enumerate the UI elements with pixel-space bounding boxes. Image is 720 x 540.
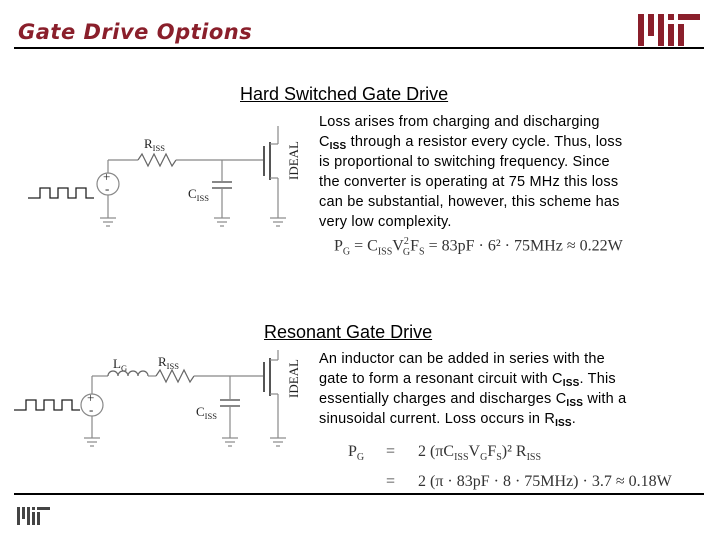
c-iss-label: $C_{ISS}$ <box>188 186 209 203</box>
source-minus-label: - <box>89 402 94 417</box>
resistor-icon <box>156 370 194 382</box>
resonant-line-2: gate to form a resonant circuit with $C_{ISS}$. This <box>319 371 616 389</box>
page-title: Gate Drive Options <box>18 20 253 44</box>
resonant-circuit <box>12 350 312 462</box>
fet-ideal-label: IDEAL <box>286 141 301 180</box>
resonant-equation-row-1: $P_G = 2$ $(\pi C_{ISS}V_GF_S)^2$ $R_{ISS}$ <box>348 443 542 464</box>
hard-line-3: is proportional to switching frequency. Since <box>319 154 610 170</box>
resonant-line-4: sinusoidal current. Loss occurs in $R_{ISS}$. <box>319 411 577 429</box>
hard-line-2: $C_{ISS}$ through a resistor every cycle. Thus, loss <box>319 134 623 152</box>
fet-ideal-label: IDEAL <box>286 359 301 398</box>
inductor-icon <box>108 371 148 376</box>
resonant-equation <box>348 440 672 494</box>
l-g-label: $L_G$ <box>113 356 128 373</box>
square-wave-icon <box>28 188 94 198</box>
r-iss-label: $R_{ISS}$ <box>144 136 165 153</box>
resonant-title: Resonant Gate Drive <box>264 322 433 342</box>
hard-switched-equation: $P_G = C_{ISS}V^2_GF_S = 83pF \cdot 6^2 \cdot 75MHz \approx 0.22W$ <box>334 236 623 258</box>
c-iss-label: $C_{ISS}$ <box>196 404 217 421</box>
resistor-icon <box>138 154 176 166</box>
title-divider <box>14 47 704 49</box>
hard-switched-circuit <box>26 118 312 242</box>
square-wave-icon <box>14 400 80 410</box>
mit-logo-small <box>16 506 56 526</box>
footer-divider <box>14 493 704 495</box>
r-iss-label: $R_{ISS}$ <box>158 354 179 371</box>
source-minus-label: - <box>105 181 110 196</box>
resonant-equation-row-2: = 2 (π · 83pF · 8 · 75MHz) · 3.7 ≈ 0.18W <box>386 473 672 491</box>
source-plus-label: + <box>87 390 95 405</box>
hard-line-1: Loss arises from charging and discharging <box>319 114 600 130</box>
mit-logo <box>636 12 706 48</box>
hard-line-4: the converter is operating at 75 MHz this loss <box>319 174 619 190</box>
hard-switched-description <box>319 112 622 232</box>
resonant-line-3: essentially charges and discharges $C_{ISS}$ with a <box>319 391 627 409</box>
hard-switched-title: Hard Switched Gate Drive <box>240 84 449 104</box>
source-plus-label: + <box>103 169 111 184</box>
hard-line-5: can be substantial, however, this scheme has <box>319 194 620 210</box>
resonant-line-1: An inductor can be added in series with the <box>319 351 605 367</box>
resonant-description <box>319 349 626 429</box>
hard-line-6: very low complexity. <box>319 214 452 230</box>
